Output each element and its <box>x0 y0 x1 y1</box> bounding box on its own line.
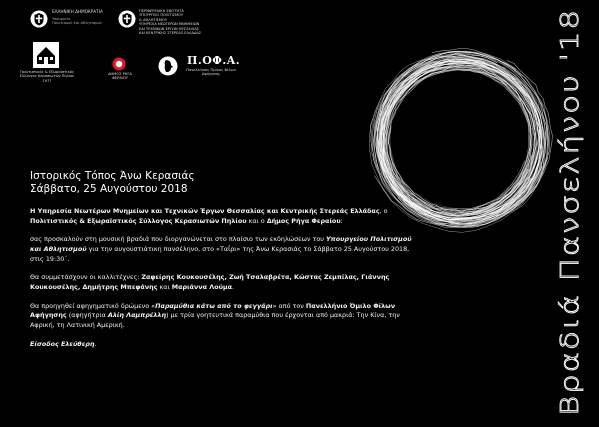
text-fragment: για την αυγουστιάτικη πανσέληνο, στο «Ταΐρι» της Άνω Κερασιάς το Σάββατο 25 Αυγούστου 2018, στις 19:30΄. <box>30 244 410 263</box>
organizers-paragraph <box>30 207 425 226</box>
text-fragment: » από τον <box>272 301 306 310</box>
text-fragment: (αφηγήτρια <box>66 311 108 320</box>
text-fragment: ) με τρία γοητευτικά παραμύθια που έρχονται από μακριά: Την Κίνα, την Αφρική, τη Λατινική Αμερική. <box>30 311 400 329</box>
house-icon <box>33 42 59 68</box>
greek-emblem-icon <box>30 10 48 28</box>
hellenic-republic-emblem <box>30 10 48 32</box>
organizer-service: Η Υπηρεσία Νεωτέρων Μνημείων και Τεχνικών Έργων Θεσσαλίας και Κεντρικής Στερεάς Ελλάδας <box>30 207 380 215</box>
club-logo <box>33 42 59 72</box>
vertical-title <box>540 2 598 423</box>
storytelling-paragraph <box>30 302 425 331</box>
artists-paragraph <box>30 273 425 292</box>
storyteller-name: Αλίη Λαμπρέλλη <box>107 311 166 320</box>
text-fragment: , ο <box>379 207 388 215</box>
admission-paragraph <box>30 340 425 350</box>
storytelling-face-logo <box>158 56 178 80</box>
text-fragment: Θα συμμετάσχουν οι καλλιτέχνες: <box>30 273 142 282</box>
text-fragment: : <box>340 216 343 225</box>
greek-emblem-icon <box>118 10 136 28</box>
free-admission: Είσοδος Ελεύθερη <box>30 339 95 348</box>
region-emblem <box>118 10 136 32</box>
text-fragment: και <box>157 282 172 291</box>
artists-list: Ζαφείρης Κουκουσέλης, Ζωή Τσαλαβρέτα, Κώστας Ζεμπίλας, Γιάννης Κουκουσέλης, Δημήτρης Μπεφάνης <box>30 273 390 291</box>
face-profile-icon <box>158 56 178 76</box>
pofa-logo: Π.ΟΦ.Α. <box>187 54 241 67</box>
municipality-name: ΔΗΜΟΣ ΡΗΓΑ ΦΕΡΑΙΟΥ <box>108 72 132 81</box>
ring-stroke <box>383 62 541 156</box>
ministry-subtitle: Υπουργείο Πολιτισμού και Αθλητισμού <box>52 17 102 26</box>
artist-last: Μαριάννα Λούμα <box>171 282 232 291</box>
invitation-body <box>30 207 425 358</box>
organizer-municipality: Δήμος Ρήγα Φεραίου <box>266 216 341 225</box>
ministry-name: ΕΛΛΗΝΙΚΗ ΔΗΜΟΚΡΑΤΙΑ <box>52 9 103 14</box>
storytelling-club: Πανελλήνιο Όμιλο Φίλων Αφήγησης <box>30 301 396 320</box>
invitation-paragraph <box>30 235 425 264</box>
text-fragment: Θα προηγηθεί αφηγηματικό δρώμενο « <box>30 301 156 310</box>
full-moon-night-title: Βραδιά Πανσελήνου '18 <box>555 86 584 416</box>
event-date: Σάββατο, 25 Αυγούστου 2018 <box>30 183 188 195</box>
text-fragment: και ο <box>246 216 267 225</box>
event-heading <box>30 170 360 196</box>
text-fragment: . <box>94 339 97 348</box>
ministry-reference: Υπουργείου Πολιτισμού και Αθλητισμού <box>30 235 412 253</box>
storytelling-title: Παραμύθια κάτω από το φεγγάρι <box>155 301 273 310</box>
municipality-emblem-icon <box>112 57 126 71</box>
vertical-title-svg <box>540 2 598 423</box>
pofa-subtitle: Πανελλήνιος Όμιλος Φίλων Αφήγησης <box>186 68 236 77</box>
logos-area <box>0 0 240 110</box>
organizer-club: Πολιτιστικός & Εξωραϊστικός Σύλλογος Κερασιωτών Πηλίου <box>30 216 247 225</box>
text-fragment: . <box>232 282 235 291</box>
text-fragment: σας προσκαλούν στη μουσική βραδιά που διοργανώνεται στο πλαίσιο των εκδηλώσεων του <box>30 235 327 244</box>
event-place: Ιστορικός Τόπος Άνω Κερασιάς <box>30 170 195 182</box>
region-text: ΠΕΡΙΦΕΡΕΙΑΚΗ ΕΝΟΤΗΤΑ ΥΠΟΥΡΓΕΙΟ ΠΟΛΙΤΙΣΜΟΥ & ΑΘΛΗΤΙΣΜΟΥ ΥΠΗΡΕΣΙΑ ΝΕΩΤΕΡΩΝ ΜΝΗΜΕΙΩΝ ΚΑΙ ΤΕΧΝΙΚΩΝ ΕΡΓΩΝ ΘΕΣΣΑΛΙΑΣ ΚΑΙ ΚΕΝΤΡΙΚΗΣ ΣΤΕΡΕΑΣ ΕΛΛΑΔΑΣ <box>139 9 202 36</box>
ring-stroke <box>374 73 493 223</box>
club-name: Πολιτιστικός & Εξωραϊστικός Σύλλογος Κερασιωτών Πηλίου 1977 <box>19 70 75 83</box>
